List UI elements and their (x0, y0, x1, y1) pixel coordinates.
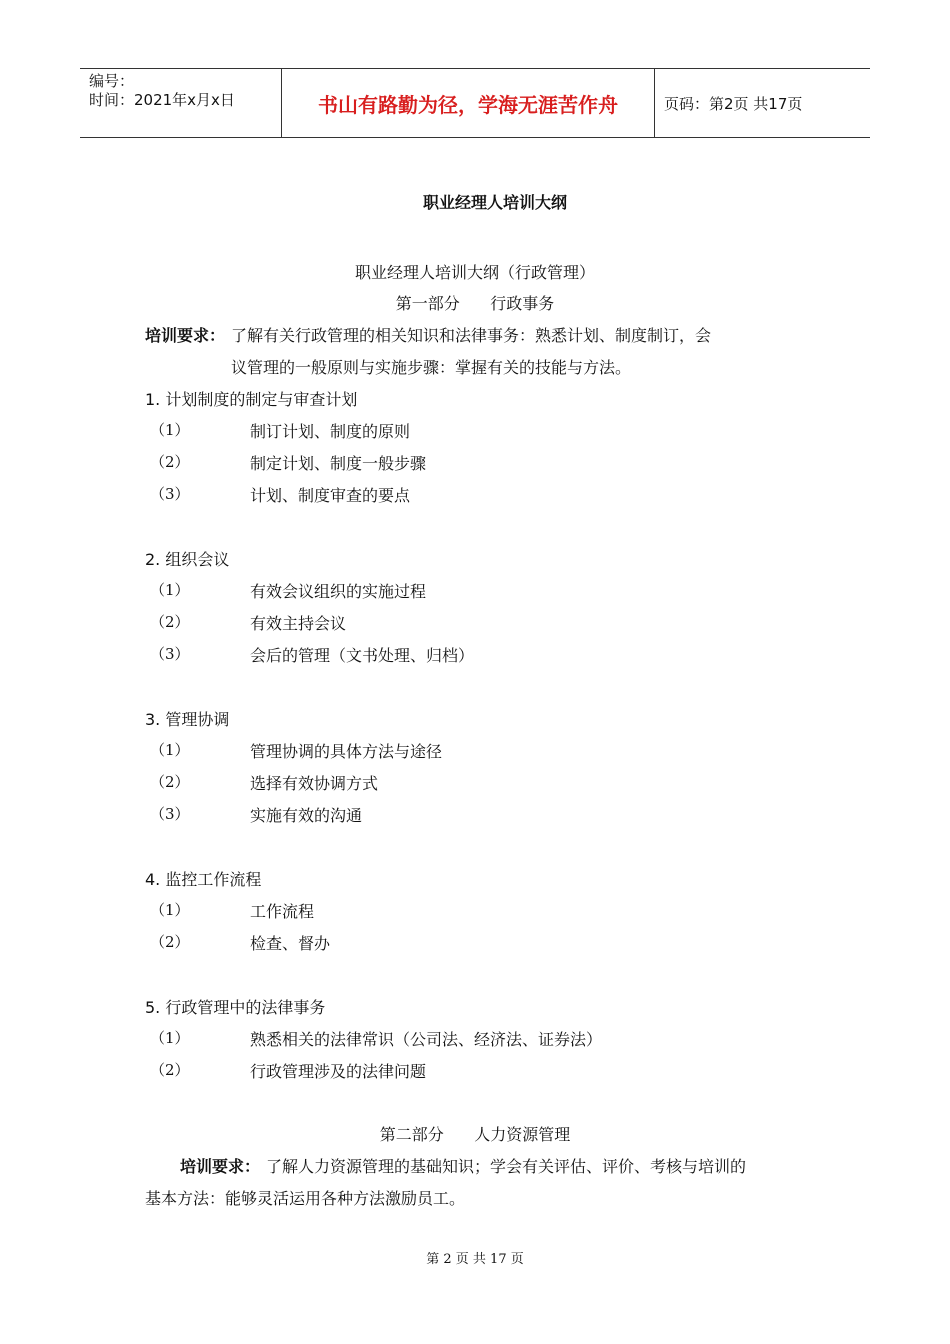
list-item-number: （2） (150, 613, 190, 631)
section-heading: 4. 监控工作流程 (145, 870, 262, 889)
list-item-text: 行政管理涉及的法律问题 (250, 1062, 427, 1081)
section-heading: 2. 组织会议 (145, 550, 230, 569)
list-item-number: （3） (150, 645, 190, 663)
list-item-text: 检查、督办 (250, 934, 331, 953)
part1-req-text-1: 了解有关行政管理的相关知识和法律事务：熟悉计划、制度制订，会 (231, 326, 712, 345)
list-item-number: （2） (150, 1061, 190, 1079)
list-item-text: 制定计划、制度一般步骤 (250, 454, 427, 473)
header-motto-cell (281, 69, 655, 137)
list-item-number: （3） (150, 485, 190, 503)
page-header (80, 68, 870, 138)
section-heading: 5. 行政管理中的法律事务 (145, 998, 326, 1017)
number-label: 编号： (89, 72, 135, 90)
list-item-text: 实施有效的沟通 (250, 806, 363, 825)
document-title: 职业经理人培训大纲 (422, 193, 567, 212)
list-item-text: 会后的管理（文书处理、归档） (250, 646, 475, 665)
motto: 书山有路勤为径，学海无涯苦作舟 (318, 92, 618, 117)
list-item-number: （1） (150, 901, 190, 919)
list-item-number: （2） (150, 453, 190, 471)
section-heading: 3. 管理协调 (145, 710, 230, 729)
part2-req-text-1: 了解人力资源管理的基础知识；学会有关评估、评价、考核与培训的 (266, 1157, 747, 1176)
list-item-text: 制订计划、制度的原则 (250, 422, 411, 441)
list-item-number: （3） (150, 805, 190, 823)
list-item-number: （1） (150, 581, 190, 599)
document-subtitle: 职业经理人培训大纲（行政管理） (354, 263, 595, 282)
list-item-number: （2） (150, 773, 190, 791)
list-item-number: （1） (150, 421, 190, 439)
list-item-text: 选择有效协调方式 (250, 774, 379, 793)
time-label: 时间：2021年x月x日 (89, 91, 235, 109)
list-item-text: 计划、制度审查的要点 (250, 486, 411, 505)
section-heading: 1. 计划制度的制定与审查计划 (145, 390, 358, 409)
part2-req-text-2: 基本方法：能够灵活运用各种方法激励员工。 (145, 1189, 466, 1208)
list-item-number: （2） (150, 933, 190, 951)
part2-title: 第二部分 人力资源管理 (379, 1125, 571, 1144)
page-footer: 第 2 页 共 17 页 (426, 1252, 524, 1267)
list-item-number: （1） (150, 1029, 190, 1047)
header-page-cell (654, 69, 870, 137)
list-item-text: 有效会议组织的实施过程 (250, 582, 427, 601)
part1-title: 第一部分 行政事务 (395, 294, 555, 313)
list-item-text: 熟悉相关的法律常识（公司法、经济法、证券法） (250, 1030, 603, 1049)
list-item-text: 工作流程 (250, 902, 315, 921)
part1-req-text-2: 议管理的一般原则与实施步骤：掌握有关的技能与方法。 (231, 358, 632, 377)
list-item-number: （1） (150, 741, 190, 759)
part1-req-label: 培训要求： (145, 326, 226, 345)
page-info: 页码：第2页 共17页 (664, 94, 803, 113)
list-item-text: 有效主持会议 (250, 614, 347, 633)
header-meta-cell (80, 69, 281, 137)
part2-req-label: 培训要求： (180, 1157, 261, 1176)
list-item-text: 管理协调的具体方法与途径 (250, 742, 443, 761)
